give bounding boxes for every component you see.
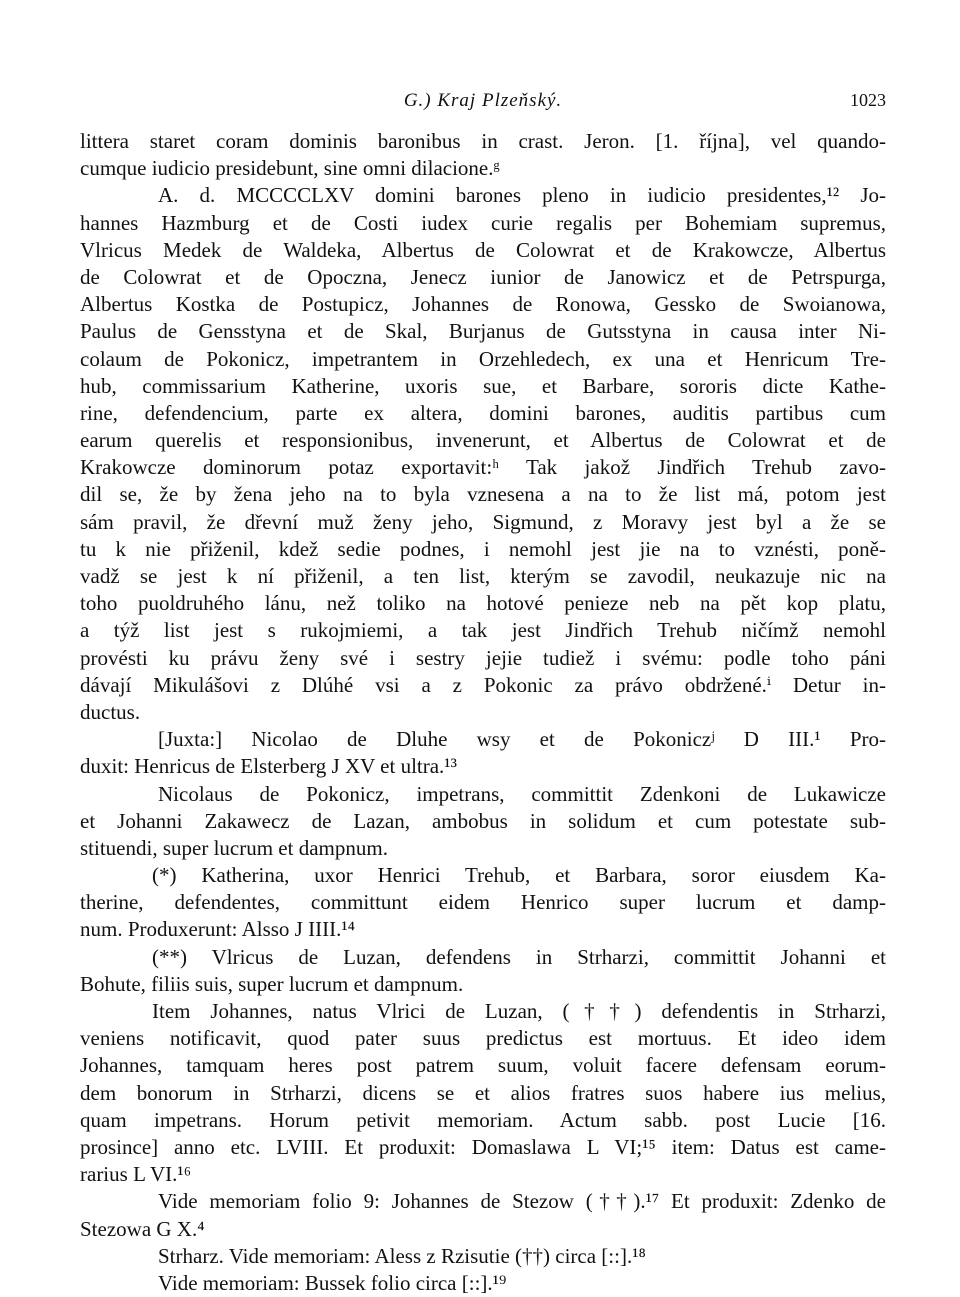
text-line: Albertus Kostka de Postupicz, Johannes de Ronowa, Gessko de Swoianowa,: [80, 292, 886, 317]
text-line: num. Produxerunt: Alsso J IIII.¹⁴: [80, 917, 355, 942]
text-line: Vlricus Medek de Waldeka, Albertus de Colowrat et de Krakowcze, Albertus: [80, 237, 886, 262]
text-line: Vide memoriam folio 9: Johannes de Stezow (††).¹⁷ Et produxit: Zdenko de: [158, 1189, 886, 1214]
text-line: hannes Hazmburg et de Costi iudex curie regalis per Bohemiam supremus,: [80, 210, 886, 235]
text-line: veniens notificavit, quod pater suus predictus est mortuus. Et ideo idem: [80, 1026, 886, 1051]
chapter-title: G.) Kraj Plzeňský.: [403, 90, 563, 111]
text-line: et Johanni Zakawecz de Lazan, ambobus in solidum et cum potestate sub-: [80, 808, 886, 833]
text-line: dávají Mikulášovi z Dlúhé vsi a z Pokonic za právo obdržené.ⁱ Detur in-: [80, 672, 886, 697]
text-line: cumque iudicio presidebunt, sine omni dilacione.ᵍ: [80, 156, 500, 181]
text-line: Nicolaus de Pokonicz, impetrans, committit Zdenkoni de Lukawicze: [158, 781, 886, 806]
text-line: a týž list jest s rukojmiemi, a tak jest Jindřich Trehub ničímž nemohl: [80, 618, 886, 643]
text-line: de Colowrat et de Opoczna, Jenecz iunior de Janowicz et de Petrspurga,: [80, 264, 886, 289]
running-head: [80, 90, 886, 114]
text-line: provésti ku právu ženy své i sestry jejie tudiež i svému: podle toho páni: [80, 645, 886, 670]
text-line: vadž se jest k ní přiženil, a ten list, kterým se zavodil, neukazuje nic na: [80, 564, 886, 588]
text-line: hub, commissarium Katherine, uxoris sue, et Barbare, sororis dicte Kathe-: [80, 373, 886, 398]
text-line: toho puoldruhého lánu, než toliko na hotové penieze neb na pět kop platu,: [80, 591, 886, 616]
text-line: duxit: Henricus de Elsterberg J XV et ultra.¹³: [80, 754, 457, 779]
text-line: (*) Katherina, uxor Henrici Trehub, et Barbara, soror eiusdem Ka-: [152, 863, 886, 888]
text-line: Item Johannes, natus Vlrici de Luzan, (††) defendentis in Strharzi,: [152, 999, 886, 1023]
text-line: Stezowa G X.⁴: [80, 1216, 205, 1241]
text-line: stituendi, super lucrum et dampnum.: [80, 835, 388, 860]
text-line: ductus.: [80, 699, 141, 724]
text-line: [Juxta:] Nicolao de Dluhe wsy et de Pokoniczʲ D III.¹ Pro-: [158, 727, 886, 752]
text-line: earum querelis et responsionibus, invenerunt, et Albertus de Colowrat et de: [80, 428, 886, 453]
text-line: Johannes, tamquam heres post patrem suum, voluit facere defensam eorum-: [80, 1053, 886, 1078]
text-line: littera staret coram dominis baronibus in crast. Jeron. [1. října], vel quando-: [80, 129, 886, 153]
page-number: 1023: [850, 90, 886, 110]
text-line: sám pravil, že dřevní muž ženy jeho, Sigmund, z Moravy jest byl a že se: [80, 509, 886, 534]
text-line: Strharz. Vide memoriam: Aless z Rzisutie (††) circa [::].¹⁸: [158, 1243, 646, 1268]
text-line: rine, defendencium, parte ex altera, domini barones, auditis partibus cum: [80, 400, 886, 425]
text-line: colaum de Pokonicz, impetrantem in Orzehledech, ex una et Henricum Tre-: [80, 346, 886, 371]
text-line: Vide memoriam: Bussek folio circa [::].¹⁹: [158, 1270, 507, 1295]
text-line: Krakowcze dominorum potaz exportavit:ʰ Tak jakož Jindřich Trehub zavo-: [80, 455, 886, 480]
text-line: (**) Vlricus de Luzan, defendens in Strharzi, committit Johanni et: [152, 944, 886, 969]
text-line: prosince] anno etc. LVIII. Et produxit: Domaslawa L VI;¹⁵ item: Datus est came-: [80, 1134, 886, 1159]
text-line: therine, defendentes, committunt eidem Henrico super lucrum et damp-: [80, 890, 886, 915]
text-line: dil se, že by žena jeho na to byla vznesena a na to že list má, potom jest: [80, 482, 886, 507]
text-line: dem bonorum in Strharzi, dicens se et alios fratres suos habere ius melius,: [80, 1080, 886, 1105]
text-line: rarius L VI.¹⁶: [80, 1162, 192, 1187]
text-line: Paulus de Gensstyna et de Skal, Burjanus de Gutsstyna in causa inter Ni-: [80, 319, 886, 344]
text-line: quam impetrans. Horum petivit memoriam. Actum sabb. post Lucie [16.: [80, 1107, 886, 1132]
text-line: A. d. MCCCCLXV domini barones pleno in iudicio presidentes,¹² Jo-: [158, 183, 886, 208]
text-line: tu k nie přiženil, kdež sedie podnes, i nemohl jest jie na to vznésti, poně-: [80, 536, 886, 561]
text-line: Bohute, filiis suis, super lucrum et dampnum.: [80, 971, 464, 996]
body-text: [80, 128, 886, 1297]
